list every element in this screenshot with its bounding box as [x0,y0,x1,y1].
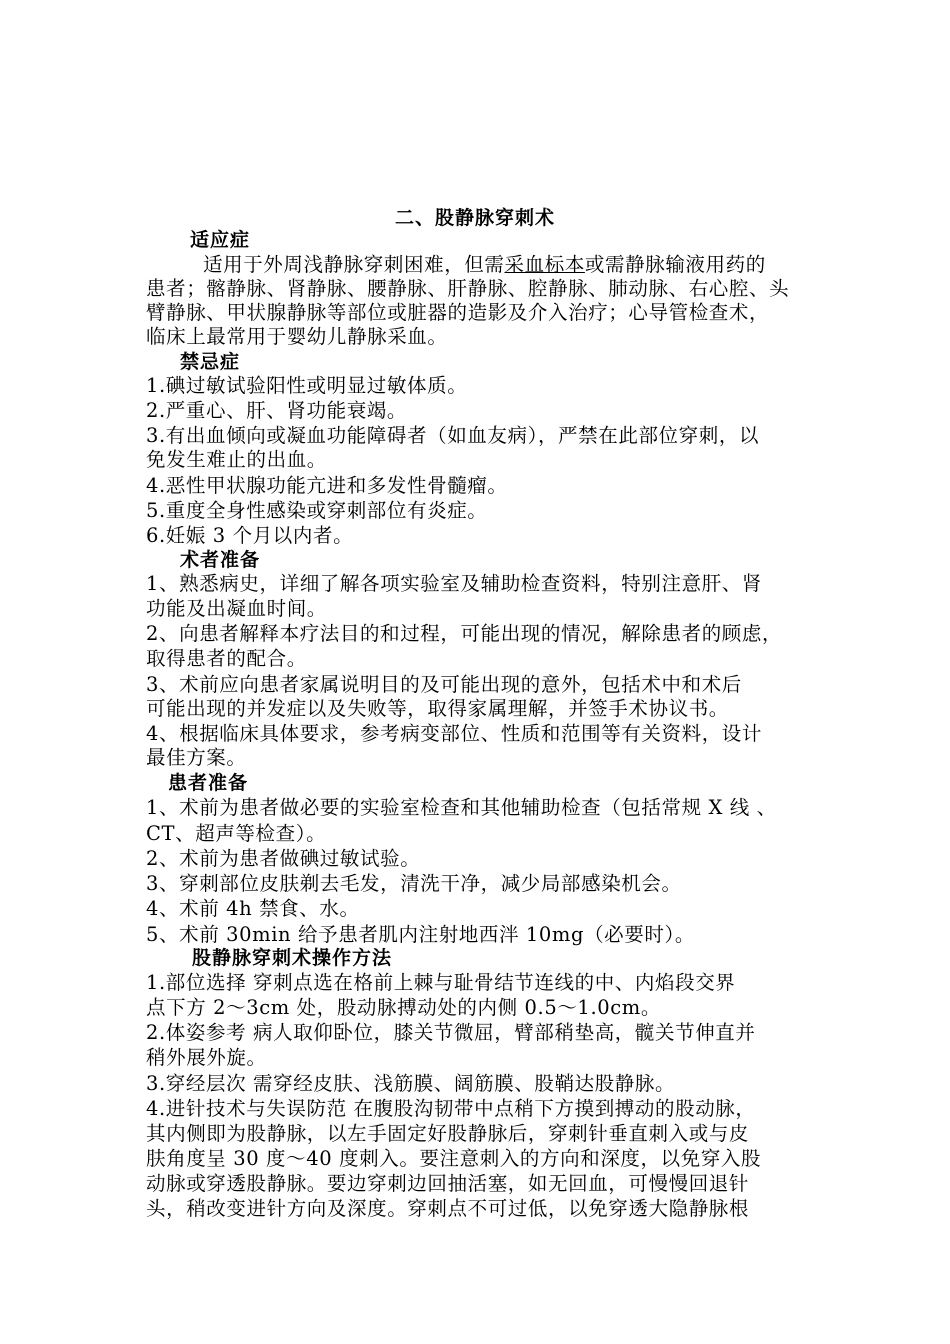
list-item: 最佳方案。 [146,746,247,769]
section-heading-procedure: 股静脉穿刺术操作方法 [192,947,393,969]
list-item: 2、向患者解释本疗法目的和过程，可能出现的情况，解除患者的顾虑， [146,622,783,645]
list-item: 1.碘过敏试验阳性或明显过敏体质。 [146,374,468,397]
paragraph-line: 患者；髂静脉、肾静脉、腰静脉、肝静脉、腔静脉、肺动脉、右心腔、头 [146,277,790,300]
section-heading-indications: 适应症 [190,229,251,251]
paragraph-line: 适用于外周浅静脉穿刺困难，但需采血标本或需静脉输液用药的 [203,253,766,276]
section-heading-operator-prep: 术者准备 [180,549,261,571]
list-item: 1、熟悉病史，详细了解各项实验室及辅助检查资料，特别注意肝、肾 [146,572,763,595]
section-heading-patient-prep: 患者准备 [168,772,249,794]
page-title: 二、股静脉穿刺术 [394,207,555,229]
list-item: 免发生难止的出血。 [146,448,327,471]
list-item: 其内侧即为股静脉，以左手固定好股静脉后，穿刺针垂直刺入或与皮 [146,1122,750,1145]
list-item: 4.恶性甲状腺功能亢进和多发性骨髓瘤。 [146,474,508,497]
list-item: 动脉或穿透股静脉。要边穿刺边回抽活塞，如无回血，可慢慢回退针 [146,1172,750,1195]
list-item: 点下方 2～3cm 处，股动脉搏动处的内侧 0.5～1.0cm。 [146,996,661,1019]
list-item: 3.有出血倾向或凝血功能障碍者（如血友病），严禁在此部位穿刺，以 [146,424,760,447]
list-item: 6.妊娠 3 个月以内者。 [146,524,354,547]
list-item: 1、术前为患者做必要的实验室检查和其他辅助检查（包括常规 X 线 、 [146,796,777,819]
list-item: 3.穿经层次 需穿经皮肤、浅筋膜、阔筋膜、股鞘达股静脉。 [146,1072,676,1095]
list-item: 3、术前应向患者家属说明目的及可能出现的意外，包括术中和术后 [146,673,742,696]
list-item: 4、根据临床具体要求，参考病变部位、性质和范围等有关资料，设计 [146,722,763,745]
list-item: 5.重度全身性感染或穿刺部位有炎症。 [146,499,488,522]
list-item: 4、术前 4h 禁食、水。 [146,897,360,920]
list-item: 2.体姿参考 病人取仰卧位，膝关节微屈，臂部稍垫高，髋关节伸直并 [146,1021,756,1044]
list-item: 4.进针技术与失误防范 在腹股沟韧带中点稍下方摸到搏动的股动脉， [146,1097,756,1120]
paragraph-line: 临床上最常用于婴幼儿静脉采血。 [146,325,448,348]
list-item: 头，稍改变进针方向及深度。穿刺点不可过低，以免穿透大隐静脉根 [146,1197,750,1220]
list-item: 2.严重心、肝、肾功能衰竭。 [146,399,408,422]
section-heading-contraindications: 禁忌症 [180,351,241,373]
list-item: 可能出现的并发症以及失败等，取得家属理解，并签手术协议书。 [146,697,729,720]
paragraph-line: 臂静脉、甲状腺静脉等部位或脏器的造影及介入治疗；心导管检查术， [146,301,770,324]
list-item: 3、穿刺部位皮肤剃去毛发，清洗干净，减少局部感染机会。 [146,872,682,895]
list-item: 稍外展外旋。 [146,1046,267,1069]
sample-link[interactable]: 采血标本 [504,253,585,276]
list-item: 肤角度呈 30 度～40 度刺入。要注意刺入的方向和深度，以免穿入股 [146,1147,762,1170]
list-item: 5、术前 30min 给予患者肌内注射地西泮 10mg（必要时）。 [146,923,695,946]
list-item: 取得患者的配合。 [146,647,307,670]
list-item: 功能及出凝血时间。 [146,597,327,620]
list-item: CT、超声等检查）。 [146,822,327,845]
list-item: 2、术前为患者做碘过敏试验。 [146,847,421,870]
list-item: 1.部位选择 穿刺点选在格前上棘与耻骨结节连线的中、内焰段交界 [146,971,736,994]
